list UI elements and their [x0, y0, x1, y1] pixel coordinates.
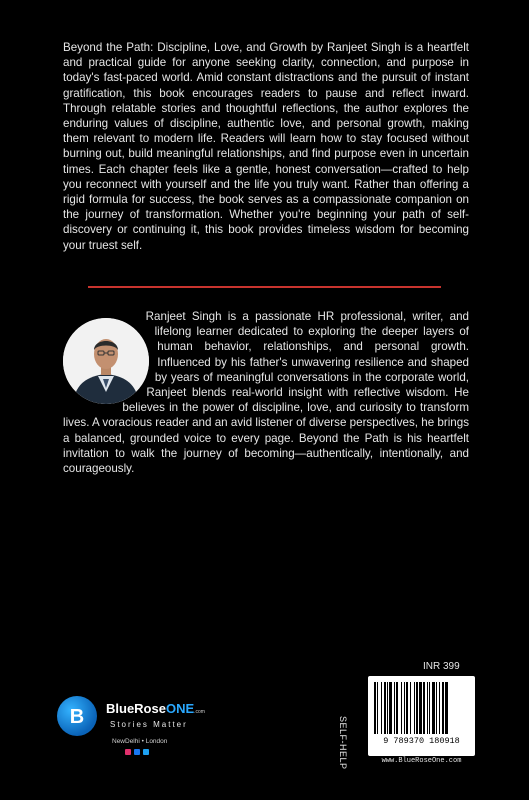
barcode-bar [394, 682, 395, 734]
publisher-locations: NewDelhi • London [112, 738, 168, 745]
barcode-bar [445, 682, 448, 734]
logo-letter: B [69, 706, 85, 728]
barcode-bar [436, 682, 437, 734]
barcode-bar [423, 682, 425, 734]
barcode-icon [368, 676, 475, 736]
publisher-name [106, 701, 205, 716]
section-divider [88, 286, 441, 288]
barcode-bar [381, 682, 382, 734]
publisher-logo-icon [57, 696, 97, 736]
price-label: INR 399 [423, 661, 460, 672]
barcode-bar [432, 682, 435, 734]
publisher-name-main: BlueRose [106, 701, 166, 716]
instagram-icon [125, 749, 131, 755]
barcode-bar [389, 682, 392, 734]
barcode-bar [374, 682, 376, 734]
barcode-bar [377, 682, 378, 734]
barcode-bar [396, 682, 398, 734]
barcode-bar [387, 682, 388, 734]
barcode-bar [427, 682, 428, 734]
barcode-bar [401, 682, 402, 734]
barcode-bar [406, 682, 408, 734]
book-description: Beyond the Path: Discipline, Love, and Growth by Ranjeet Singh is a heartfelt and practical guide for anyone seeking clarity, connection, and purpose in today's fast-paced world. Amid constant distractions and the pursuit of instant gratification, this book encourages readers to pause and reflect inward. Through relatable stories and thoughtful reflections, the author explores the enduring values of discipline, authentic love, and personal growth, making them relevant to modern life. Readers will learn how to stay focused without burning out, build meaningful relationships, and find purpose even in uncertain times. Each chapter feels like a gentle, honest conversation—crafted to help you reconnect with yourself and the life you truly want. Rather than offering a rigid formula for success, the book serves as a compassionate companion on the journey of transformation. Whether you're beginning your path of self-discovery or continuing it, this book provides timeless wisdom for becoming your truest self. [63, 41, 469, 252]
barcode-bar [416, 682, 418, 734]
author-bio-block [63, 309, 469, 476]
facebook-icon [134, 749, 140, 755]
barcode-bar [410, 682, 411, 734]
photo-wrap-spacer [63, 309, 158, 401]
publisher-tagline: Stories Matter [110, 720, 188, 729]
barcode-bar [384, 682, 386, 734]
barcode-bar [439, 682, 440, 734]
barcode-bar [414, 682, 415, 734]
social-icons [125, 749, 149, 755]
barcode-bar [404, 682, 405, 734]
barcode-bar [442, 682, 444, 734]
isbn-number: 9 789370 180918 [383, 736, 460, 746]
publisher-name-suffix: .com [194, 709, 205, 715]
author-bio-text: Ranjeet Singh is a passionate HR professional, writer, and lifelong learner dedicated to exploring the deeper layers of human behavior, relationships, and personal growth. Influenced by his father's unwavering resilience and shaped by years of meaningful conversations in the corporate world, Ranjeet blends real-world insight with reflective wisdom. He believes in the power of discipline, love, and curiosity to transform lives. A voracious reader and an avid listener of diverse perspectives, he brings a balanced, grounded voice to every page. Beyond the Path is his heartfelt invitation to walk the journey of becoming—authentically, intentionally, and courageously. [63, 310, 469, 476]
genre-label: SELF-HELP [338, 716, 348, 770]
publisher-website: www.BlueRoseOne.com [381, 757, 462, 765]
barcode-bar [419, 682, 422, 734]
twitter-icon [143, 749, 149, 755]
barcode-bar [429, 682, 430, 734]
publisher-name-accent: ONE [165, 701, 195, 716]
